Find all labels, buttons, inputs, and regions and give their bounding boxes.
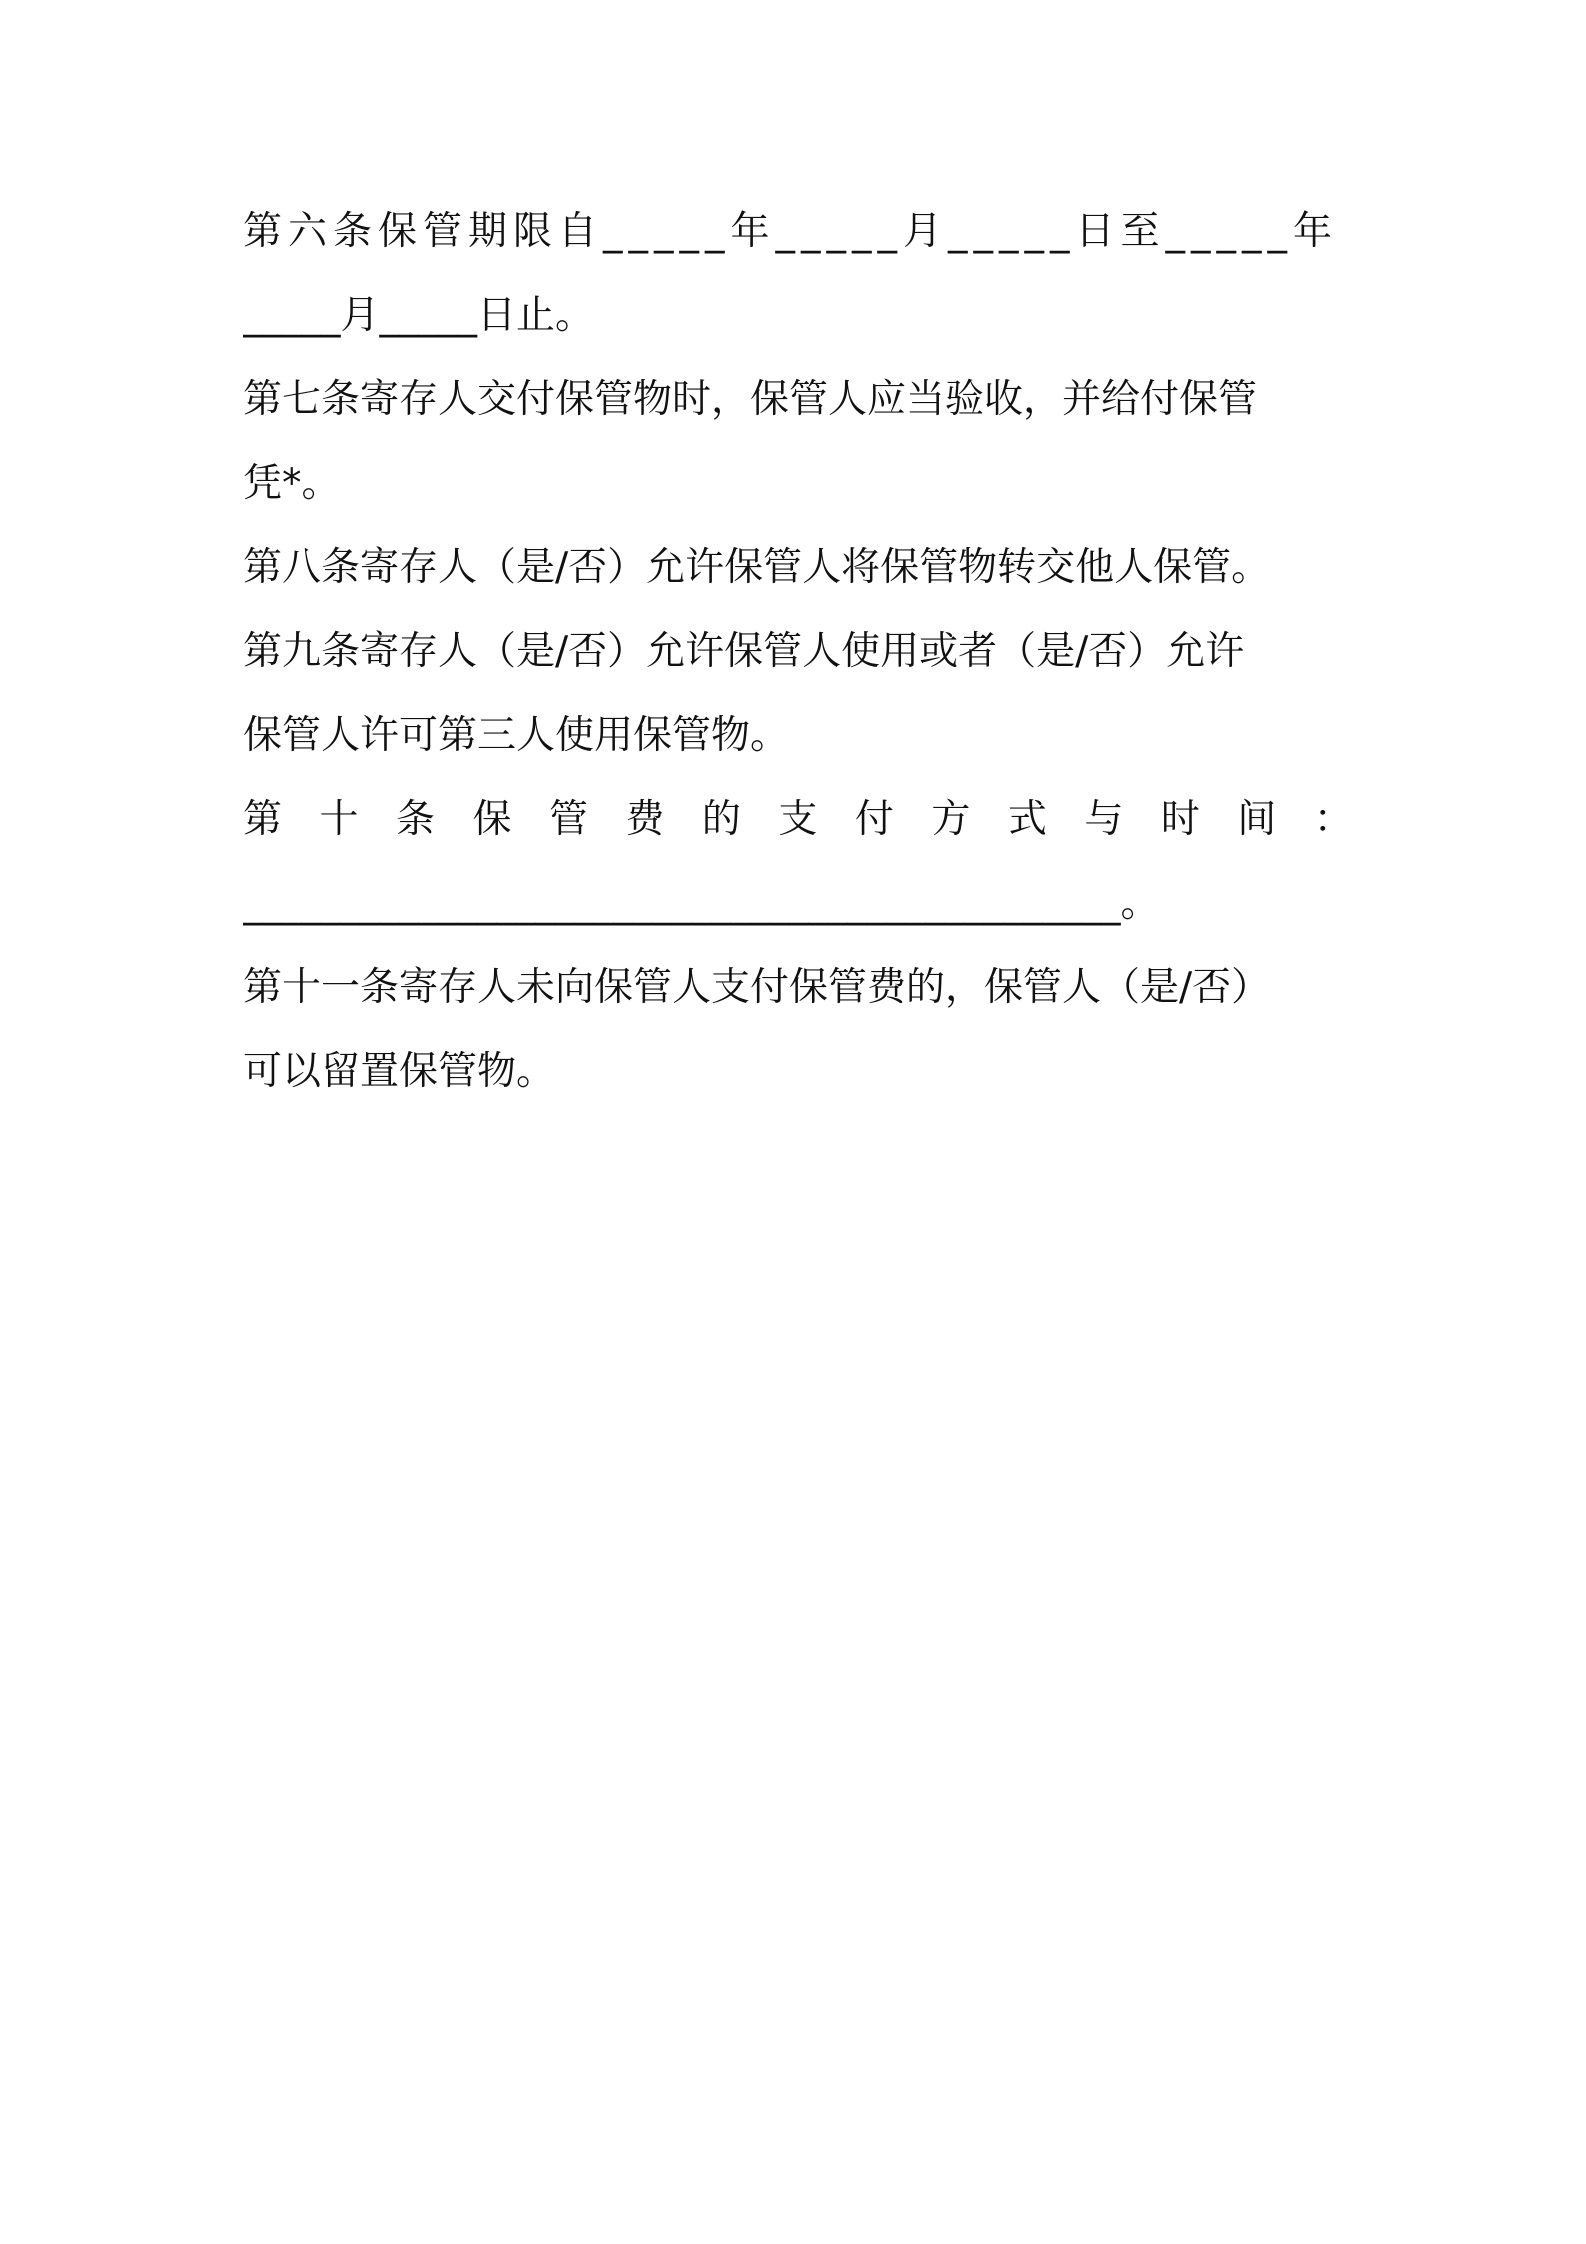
article-10-char: 条	[395, 797, 435, 842]
article-7-line-2: 凭*。	[243, 461, 341, 506]
article-10-char: 的	[701, 797, 741, 842]
article-6-line-1: 第六条保管期限自_____年_____月_____日至_____年	[243, 209, 1339, 254]
document-body	[243, 190, 1353, 1114]
article-8-line: 第八条寄存人（是/否）允许保管人将保管物转交他人保管。	[243, 545, 1271, 590]
article-10-char: 式	[1007, 797, 1047, 842]
article-10-char: 支	[778, 797, 818, 842]
article-9-line-1: 第九条寄存人（是/否）允许保管人使用或者（是/否）允许	[243, 629, 1245, 674]
article-6-line-2: _____月_____日止。	[243, 293, 595, 338]
article-10-char: 付	[854, 797, 894, 842]
article-10-char: ：	[1313, 797, 1353, 842]
article-10-line-2: _____________________________________________。	[243, 881, 1160, 926]
article-10-char: 保	[472, 797, 512, 842]
article-10-char: 十	[319, 797, 359, 842]
article-11-line-2: 可以留置保管物。	[243, 1049, 556, 1094]
article-10-char: 时	[1160, 797, 1200, 842]
article-7-line-1: 第七条寄存人交付保管物时，保管人应当验收，并给付保管	[243, 377, 1258, 422]
article-10-char: 间	[1237, 797, 1277, 842]
article-9-line-2: 保管人许可第三人使用保管物。	[243, 713, 790, 758]
article-10-char: 费	[625, 797, 665, 842]
article-11-line-1: 第十一条寄存人未向保管人支付保管费的，保管人（是/否）	[243, 965, 1271, 1010]
article-10-char: 管	[548, 797, 588, 842]
article-10-line-1	[243, 778, 1353, 862]
article-10-char: 方	[931, 797, 971, 842]
article-10-char: 第	[243, 797, 283, 842]
article-10-char: 与	[1084, 797, 1124, 842]
